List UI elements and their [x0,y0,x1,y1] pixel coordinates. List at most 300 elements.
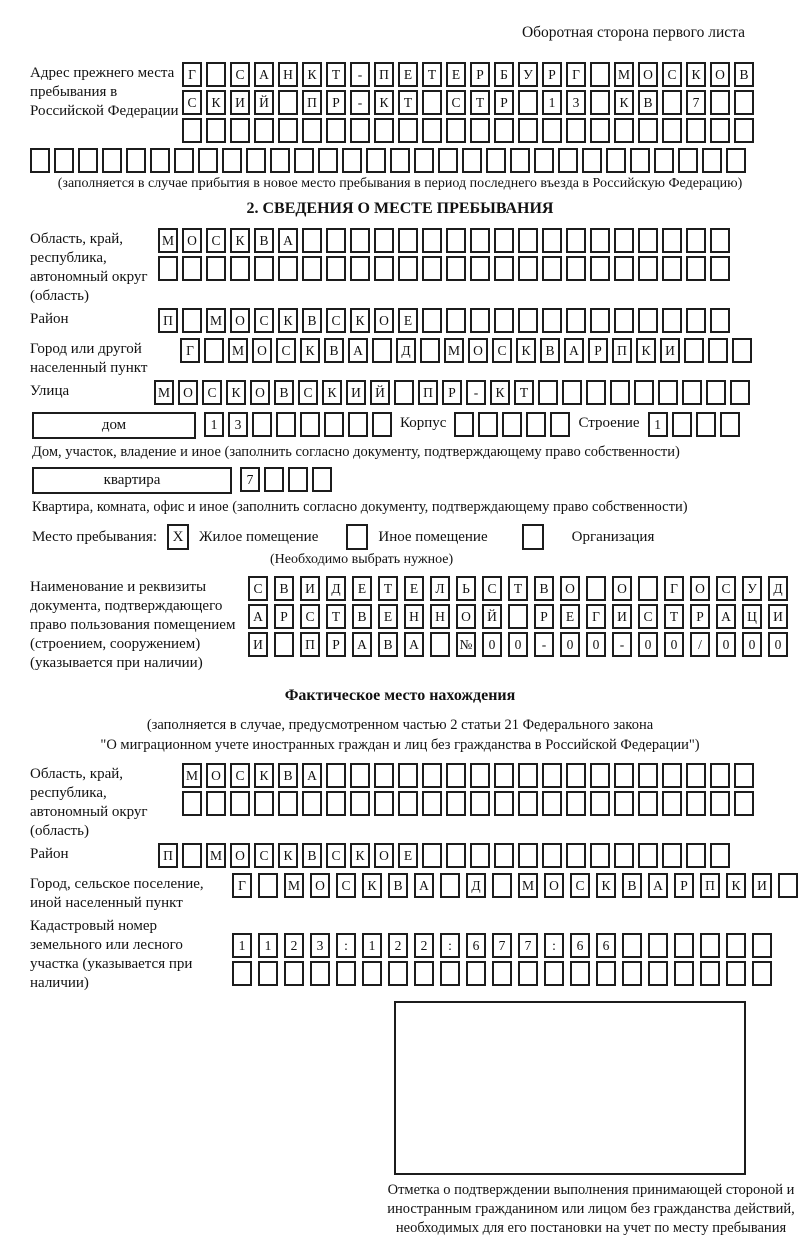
char-box[interactable] [350,118,370,143]
char-box[interactable]: Р [494,90,514,115]
char-box[interactable]: Е [398,62,418,87]
char-box[interactable]: А [564,338,584,363]
char-box[interactable]: Е [378,604,398,629]
char-box[interactable] [350,791,370,816]
char-box[interactable] [204,338,224,363]
char-box[interactable] [486,148,506,173]
char-box[interactable] [302,791,322,816]
char-box[interactable]: 1 [204,412,224,437]
char-box[interactable] [350,763,370,788]
char-box[interactable]: - [466,380,486,405]
char-box[interactable]: Ц [742,604,762,629]
char-box[interactable] [398,763,418,788]
char-box[interactable] [662,763,682,788]
char-box[interactable] [686,843,706,868]
char-box[interactable]: В [278,763,298,788]
char-box[interactable] [614,308,634,333]
char-box[interactable]: О [230,308,250,333]
char-box[interactable]: 0 [768,632,788,657]
char-box[interactable] [252,412,272,437]
char-box[interactable]: С [326,843,346,868]
char-box[interactable] [422,763,442,788]
char-box[interactable]: С [300,604,320,629]
char-box[interactable] [206,118,226,143]
char-box[interactable] [726,933,746,958]
char-box[interactable]: 2 [284,933,304,958]
char-box[interactable] [326,791,346,816]
char-box[interactable]: Р [326,90,346,115]
char-box[interactable]: С [276,338,296,363]
char-box[interactable] [648,933,668,958]
char-box[interactable] [638,308,658,333]
char-box[interactable] [440,961,460,986]
char-box[interactable]: Г [180,338,200,363]
char-box[interactable] [682,380,702,405]
char-box[interactable] [372,338,392,363]
char-box[interactable]: Р [534,604,554,629]
char-box[interactable]: О [612,576,632,601]
char-box[interactable]: А [278,228,298,253]
char-box[interactable] [278,118,298,143]
char-box[interactable] [662,90,682,115]
char-box[interactable] [518,228,538,253]
char-box[interactable] [446,843,466,868]
char-box[interactable]: О [544,873,564,898]
char-box[interactable]: № [456,632,476,657]
char-box[interactable] [610,380,630,405]
checkbox-zhiloe[interactable]: X [167,524,189,550]
char-box[interactable]: М [158,228,178,253]
char-box[interactable] [318,148,338,173]
char-box[interactable]: 0 [482,632,502,657]
char-box[interactable] [254,118,274,143]
char-box[interactable] [662,843,682,868]
char-box[interactable]: С [482,576,502,601]
char-box[interactable] [342,148,362,173]
char-box[interactable] [182,256,202,281]
char-box[interactable] [398,228,418,253]
char-box[interactable] [470,118,490,143]
char-box[interactable] [518,843,538,868]
char-box[interactable] [542,256,562,281]
char-box[interactable] [582,148,602,173]
char-box[interactable]: Д [326,576,346,601]
char-box[interactable]: 3 [310,933,330,958]
char-box[interactable]: 2 [414,933,434,958]
char-box[interactable] [326,228,346,253]
char-box[interactable] [566,308,586,333]
char-box[interactable] [348,412,368,437]
char-box[interactable] [222,148,242,173]
char-box[interactable] [470,843,490,868]
char-box[interactable]: С [206,228,226,253]
char-box[interactable]: О [456,604,476,629]
char-box[interactable] [206,256,226,281]
char-box[interactable] [630,148,650,173]
char-box[interactable]: Й [254,90,274,115]
char-box[interactable] [590,763,610,788]
char-box[interactable] [662,256,682,281]
char-box[interactable] [422,843,442,868]
char-box[interactable] [246,148,266,173]
char-box[interactable]: - [350,62,370,87]
char-box[interactable] [374,791,394,816]
char-box[interactable] [372,412,392,437]
char-box[interactable] [422,308,442,333]
char-box[interactable] [700,961,720,986]
char-box[interactable]: К [350,308,370,333]
char-box[interactable]: О [230,843,250,868]
char-box[interactable] [446,308,466,333]
char-box[interactable] [422,791,442,816]
char-box[interactable] [614,256,634,281]
char-box[interactable] [232,961,252,986]
char-box[interactable]: Д [768,576,788,601]
char-box[interactable] [710,90,730,115]
char-box[interactable] [258,873,278,898]
char-box[interactable]: : [440,933,460,958]
char-box[interactable] [734,118,754,143]
char-box[interactable] [182,308,202,333]
char-box[interactable] [614,763,634,788]
char-box[interactable]: В [274,380,294,405]
char-box[interactable]: Т [470,90,490,115]
char-box[interactable]: Т [508,576,528,601]
char-box[interactable]: Л [430,576,450,601]
char-box[interactable] [494,256,514,281]
char-box[interactable] [726,961,746,986]
char-box[interactable] [518,308,538,333]
char-box[interactable] [284,961,304,986]
char-box[interactable] [590,90,610,115]
char-box[interactable] [150,148,170,173]
char-box[interactable]: 0 [664,632,684,657]
char-box[interactable]: У [742,576,762,601]
char-box[interactable] [446,256,466,281]
char-box[interactable] [590,256,610,281]
char-box[interactable] [78,148,98,173]
char-box[interactable] [672,412,692,437]
char-box[interactable] [566,791,586,816]
char-box[interactable] [686,308,706,333]
char-box[interactable] [494,763,514,788]
char-box[interactable] [710,228,730,253]
char-box[interactable]: 0 [508,632,528,657]
char-box[interactable]: В [274,576,294,601]
char-box[interactable]: С [336,873,356,898]
char-box[interactable]: Е [398,308,418,333]
char-box[interactable]: К [350,843,370,868]
char-box[interactable]: - [534,632,554,657]
char-box[interactable] [752,961,772,986]
char-box[interactable]: 0 [716,632,736,657]
char-box[interactable] [590,791,610,816]
char-box[interactable]: О [638,62,658,87]
char-box[interactable]: К [230,228,250,253]
char-box[interactable]: О [310,873,330,898]
char-box[interactable] [440,873,460,898]
char-box[interactable] [414,961,434,986]
char-box[interactable]: К [302,62,322,87]
char-box[interactable]: К [490,380,510,405]
char-box[interactable]: 0 [560,632,580,657]
char-box[interactable]: К [278,843,298,868]
char-box[interactable]: Т [664,604,684,629]
char-box[interactable] [518,791,538,816]
char-box[interactable] [478,412,498,437]
char-box[interactable] [638,256,658,281]
char-box[interactable]: О [252,338,272,363]
char-box[interactable] [732,338,752,363]
char-box[interactable] [648,961,668,986]
char-box[interactable]: С [638,604,658,629]
char-box[interactable] [586,380,606,405]
char-box[interactable]: М [614,62,634,87]
char-box[interactable] [102,148,122,173]
char-box[interactable]: 7 [240,467,260,492]
char-box[interactable] [54,148,74,173]
char-box[interactable] [542,228,562,253]
char-box[interactable] [686,118,706,143]
char-box[interactable] [492,961,512,986]
char-box[interactable] [374,118,394,143]
char-box[interactable] [730,380,750,405]
char-box[interactable]: С [298,380,318,405]
char-box[interactable] [518,90,538,115]
char-box[interactable]: К [516,338,536,363]
char-box[interactable]: И [612,604,632,629]
char-box[interactable] [590,118,610,143]
char-box[interactable] [454,412,474,437]
char-box[interactable]: А [352,632,372,657]
char-box[interactable] [778,873,798,898]
char-box[interactable] [674,933,694,958]
char-box[interactable] [398,118,418,143]
char-box[interactable] [462,148,482,173]
char-box[interactable]: : [544,933,564,958]
char-box[interactable]: С [662,62,682,87]
char-box[interactable]: К [636,338,656,363]
char-box[interactable] [230,256,250,281]
char-box[interactable] [622,961,642,986]
char-box[interactable]: Н [430,604,450,629]
char-box[interactable] [702,148,722,173]
char-box[interactable]: Н [404,604,424,629]
char-box[interactable]: А [716,604,736,629]
char-box[interactable] [398,256,418,281]
char-box[interactable] [494,843,514,868]
char-box[interactable]: П [418,380,438,405]
char-box[interactable]: : [336,933,356,958]
char-box[interactable]: С [230,763,250,788]
char-box[interactable]: П [300,632,320,657]
char-box[interactable] [706,380,726,405]
char-box[interactable]: С [492,338,512,363]
char-box[interactable]: 1 [232,933,252,958]
char-box[interactable]: К [596,873,616,898]
char-box[interactable]: С [230,62,250,87]
char-box[interactable] [518,256,538,281]
char-box[interactable] [686,256,706,281]
char-box[interactable]: В [378,632,398,657]
char-box[interactable]: 7 [686,90,706,115]
char-box[interactable]: А [348,338,368,363]
char-box[interactable] [278,791,298,816]
char-box[interactable]: М [154,380,174,405]
char-box[interactable]: П [374,62,394,87]
char-box[interactable] [492,873,512,898]
char-box[interactable] [258,961,278,986]
char-box[interactable]: К [254,763,274,788]
char-box[interactable]: К [686,62,706,87]
char-box[interactable]: 2 [388,933,408,958]
char-box[interactable]: Р [690,604,710,629]
char-box[interactable]: 1 [362,933,382,958]
char-box[interactable]: К [300,338,320,363]
char-box[interactable] [710,791,730,816]
char-box[interactable]: 6 [596,933,616,958]
char-box[interactable]: М [444,338,464,363]
char-box[interactable] [324,412,344,437]
char-box[interactable]: Е [404,576,424,601]
char-box[interactable]: С [254,308,274,333]
char-box[interactable] [230,118,250,143]
char-box[interactable]: М [228,338,248,363]
char-box[interactable] [542,118,562,143]
char-box[interactable]: К [322,380,342,405]
char-box[interactable] [684,338,704,363]
char-box[interactable]: 7 [518,933,538,958]
checkbox-org[interactable] [522,524,544,550]
char-box[interactable] [470,256,490,281]
char-box[interactable] [198,148,218,173]
char-box[interactable]: 1 [648,412,668,437]
char-box[interactable]: / [690,632,710,657]
char-box[interactable]: А [648,873,668,898]
char-box[interactable]: О [468,338,488,363]
char-box[interactable]: К [374,90,394,115]
char-box[interactable] [326,763,346,788]
char-box[interactable] [686,791,706,816]
char-box[interactable] [362,961,382,986]
char-box[interactable] [470,308,490,333]
char-box[interactable] [302,256,322,281]
char-box[interactable]: Р [442,380,462,405]
char-box[interactable] [566,763,586,788]
char-box[interactable] [662,791,682,816]
char-box[interactable]: В [388,873,408,898]
char-box[interactable] [638,576,658,601]
char-box[interactable]: У [518,62,538,87]
char-box[interactable]: 1 [542,90,562,115]
char-box[interactable]: Г [664,576,684,601]
char-box[interactable]: - [350,90,370,115]
char-box[interactable] [374,256,394,281]
char-box[interactable] [278,90,298,115]
char-box[interactable]: В [254,228,274,253]
char-box[interactable]: С [570,873,590,898]
char-box[interactable]: С [716,576,736,601]
char-box[interactable]: 7 [492,933,512,958]
char-box[interactable] [518,961,538,986]
char-box[interactable]: С [446,90,466,115]
char-box[interactable]: Р [542,62,562,87]
char-box[interactable] [446,763,466,788]
char-box[interactable]: К [362,873,382,898]
char-box[interactable]: К [206,90,226,115]
char-box[interactable] [562,380,582,405]
char-box[interactable] [550,412,570,437]
char-box[interactable] [206,791,226,816]
char-box[interactable] [734,791,754,816]
char-box[interactable] [586,576,606,601]
char-box[interactable] [590,228,610,253]
char-box[interactable] [206,62,226,87]
char-box[interactable] [374,228,394,253]
char-box[interactable] [398,791,418,816]
char-box[interactable] [430,632,450,657]
char-box[interactable] [526,412,546,437]
char-box[interactable] [696,412,716,437]
char-box[interactable] [278,256,298,281]
char-box[interactable] [566,256,586,281]
char-box[interactable] [446,791,466,816]
char-box[interactable]: А [414,873,434,898]
char-box[interactable] [388,961,408,986]
char-box[interactable] [182,843,202,868]
char-box[interactable] [710,256,730,281]
char-box[interactable] [590,62,610,87]
char-box[interactable]: С [254,843,274,868]
char-box[interactable] [614,791,634,816]
char-box[interactable]: К [614,90,634,115]
char-box[interactable] [566,118,586,143]
char-box[interactable] [662,118,682,143]
char-box[interactable] [638,843,658,868]
char-box[interactable] [350,228,370,253]
char-box[interactable]: Е [446,62,466,87]
char-box[interactable] [502,412,522,437]
char-box[interactable] [30,148,50,173]
char-box[interactable] [654,148,674,173]
char-box[interactable]: М [284,873,304,898]
char-box[interactable]: Е [352,576,372,601]
char-box[interactable] [734,763,754,788]
char-box[interactable]: О [560,576,580,601]
char-box[interactable] [270,148,290,173]
char-box[interactable] [264,467,284,492]
char-box[interactable] [710,843,730,868]
char-box[interactable] [494,308,514,333]
char-box[interactable] [312,467,332,492]
char-box[interactable]: Е [398,843,418,868]
char-box[interactable]: 0 [742,632,762,657]
char-box[interactable] [542,763,562,788]
char-box[interactable] [614,843,634,868]
char-box[interactable]: Г [232,873,252,898]
char-box[interactable] [720,412,740,437]
char-box[interactable] [566,843,586,868]
char-box[interactable] [494,791,514,816]
char-box[interactable]: В [302,843,322,868]
char-box[interactable] [326,256,346,281]
char-box[interactable]: Т [514,380,534,405]
char-box[interactable] [566,228,586,253]
char-box[interactable] [678,148,698,173]
char-box[interactable] [638,791,658,816]
char-box[interactable] [534,148,554,173]
char-box[interactable]: А [248,604,268,629]
